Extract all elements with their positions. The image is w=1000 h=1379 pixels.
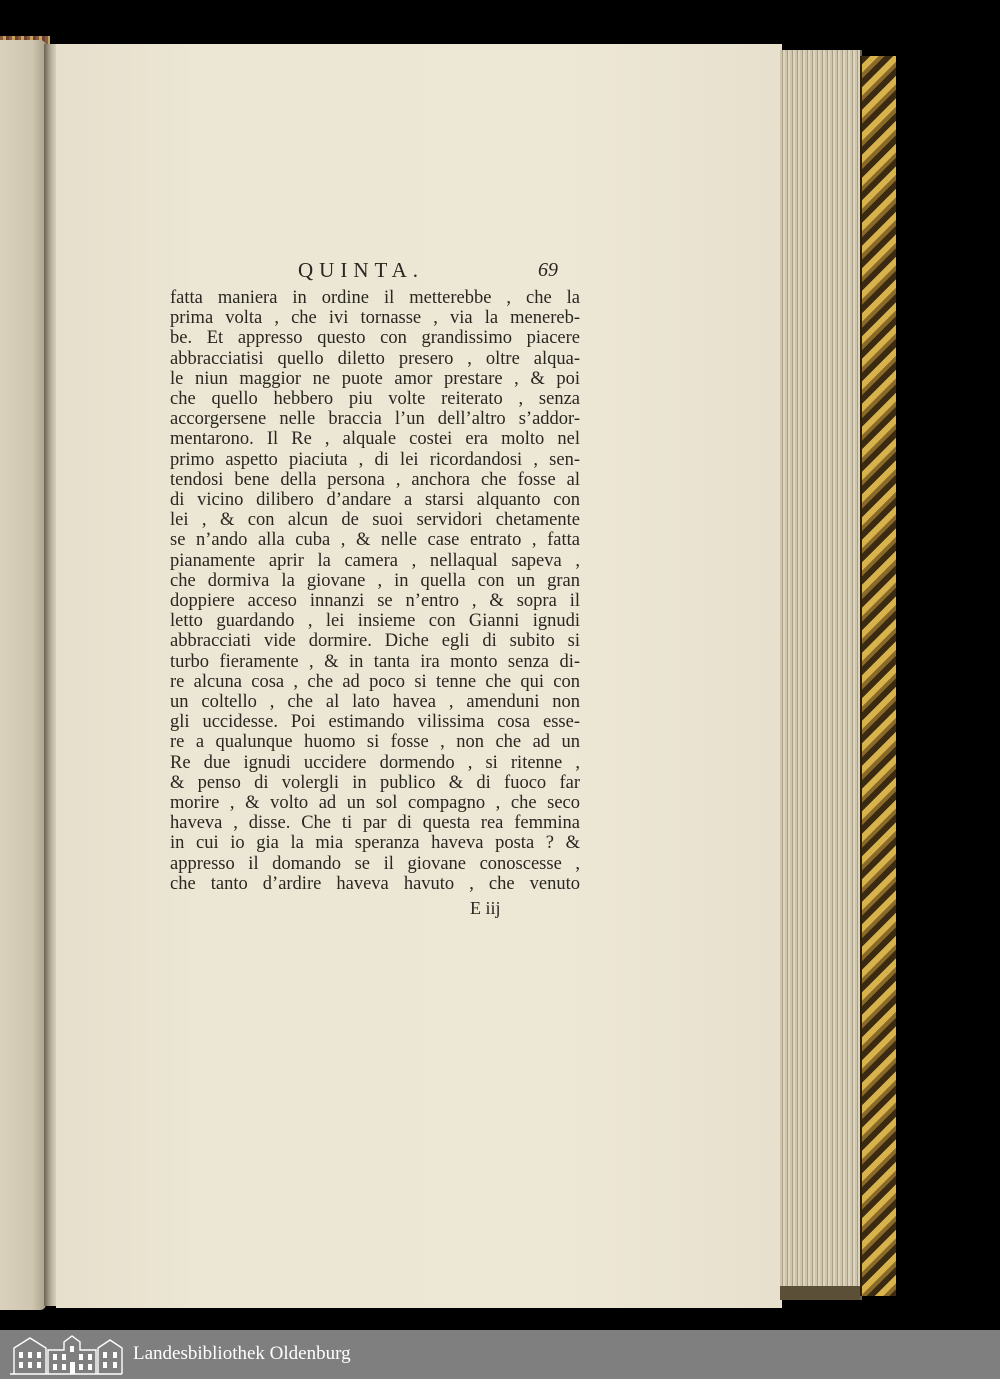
text-line: re a qualunque huomo si fosse , non che ad un xyxy=(170,732,580,753)
running-head-title: QUINTA. xyxy=(298,258,425,282)
text-line: letto guardando , lei insieme con Gianni ignudi xyxy=(170,611,580,632)
text-line: turbo fieramente , & in tanta ira monto senza di- xyxy=(170,651,580,672)
text-line: gli uccidesse. Poi estimando vilissima cosa esse- xyxy=(170,712,580,733)
text-line: doppiere acceso innanzi se n’entro , & sopra il xyxy=(170,591,580,612)
gilt-binding-edge xyxy=(860,56,896,1296)
running-head xyxy=(170,258,580,288)
text-line: di vicino dilibero d’andare a starsi alquanto con xyxy=(170,490,580,511)
text-line: che quello hebbero piu volte reiterato , senza xyxy=(170,389,580,410)
text-line: pianamente aprir la camera , nellaqual sapeva , xyxy=(170,550,580,571)
text-line: abbracciati vide dormire. Diche egli di subito si xyxy=(170,631,580,652)
text-line: tendosi bene della persona , anchora che fosse al xyxy=(170,469,580,490)
text-line: Re due ignudi uccidere dormendo , si ritenne , xyxy=(170,752,580,773)
text-line: fatta maniera in ordine il metterebbe , che la xyxy=(170,288,580,308)
text-line: che dormiva la giovane , in quella con un gran xyxy=(170,570,580,591)
left-page-edge xyxy=(0,40,46,1310)
text-line: se n’ando alla cuba , & nelle case entrato , fatta xyxy=(170,530,580,551)
text-line: morire , & volto ad un sol compagno , che seco xyxy=(170,793,580,814)
page-number: 69 xyxy=(538,259,558,281)
text-line: be. Et appresso questo con grandissimo piacere xyxy=(170,328,580,349)
text-line: primo aspetto piaciuta , di lei ricordandosi , sen- xyxy=(170,449,580,470)
text-line: le niun maggior ne puote amor prestare , & poi xyxy=(170,368,580,389)
text-line: accorgersene nelle braccia l’un dell’altro s’addor- xyxy=(170,409,580,430)
library-building-icon xyxy=(8,1332,124,1376)
text-line: un coltello , che al lato havea , amenduni non xyxy=(170,692,580,713)
text-line: re alcuna cosa , che ad poco si tenne che qui con xyxy=(170,671,580,692)
library-name: Landesbibliothek Oldenburg xyxy=(133,1343,351,1364)
text-block xyxy=(170,258,580,918)
text-line: che tanto d’ardire haveva havuto , che venuto xyxy=(170,873,580,894)
body-text xyxy=(170,288,580,894)
text-line: abbracciatisi quello diletto presero , oltre alqua- xyxy=(170,348,580,369)
text-line: lei , & con alcun de suoi servidori chetamente xyxy=(170,510,580,531)
text-line: haveva , disse. Che ti par di questa rea femmina xyxy=(170,813,580,834)
text-line: prima volta , che ivi tornasse , via la menereb- xyxy=(170,308,580,329)
text-line: in cui io gia la mia speranza haveva posta ? & xyxy=(170,833,580,854)
text-line: appresso il domando se il giovane conoscesse , xyxy=(170,853,580,874)
signature-text: E iij xyxy=(470,898,501,919)
page-fore-edge xyxy=(780,50,862,1300)
text-line: mentarono. Il Re , alquale costei era molto nel xyxy=(170,429,580,450)
text-line: & penso di volergli in publico & di fuoco far xyxy=(170,772,580,793)
signature-mark xyxy=(170,894,580,918)
